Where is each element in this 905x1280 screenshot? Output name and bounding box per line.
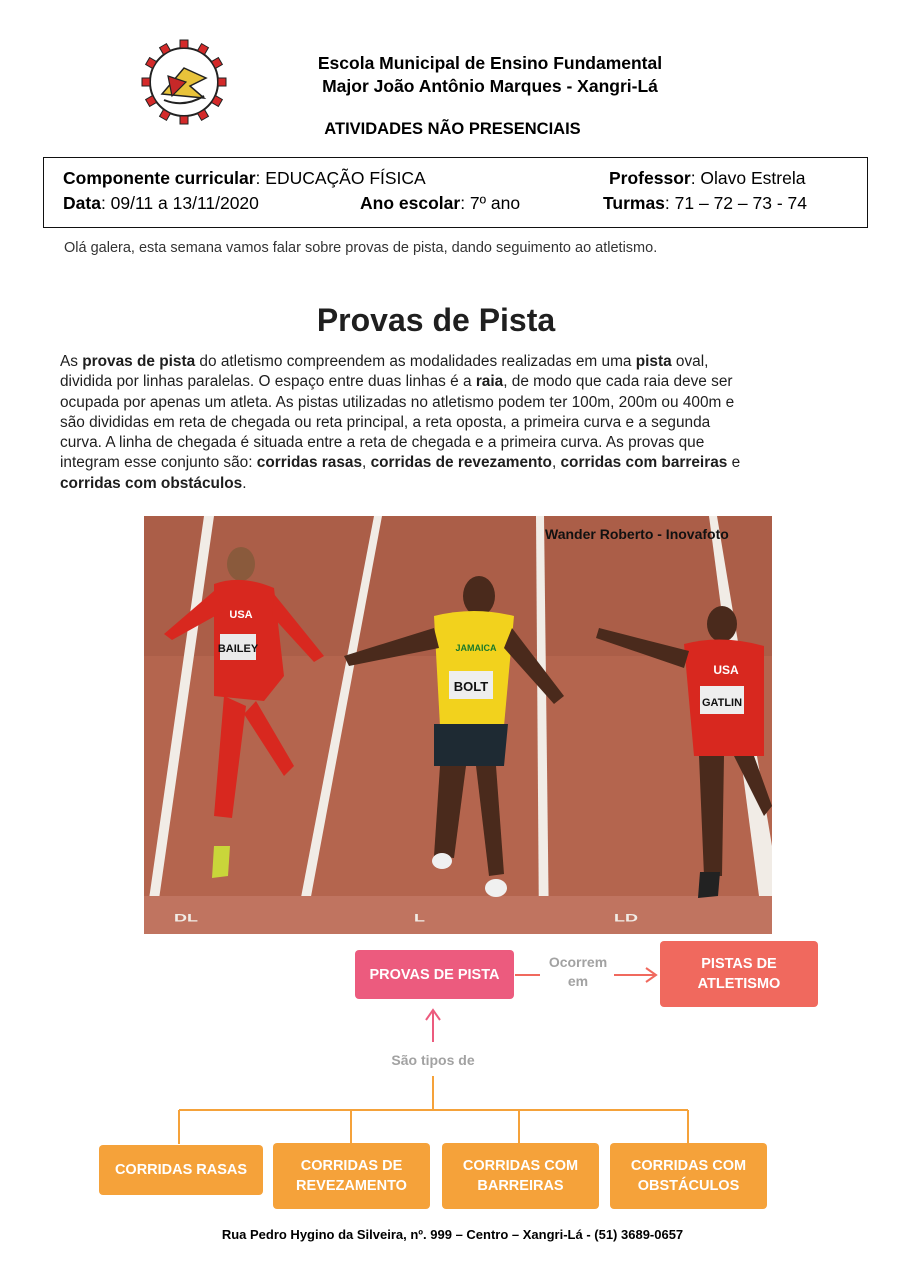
ano-value: : 7º ano [460, 193, 521, 213]
school-name-line2: Major João Antônio Marques - Xangri-Lá [322, 76, 658, 96]
course-info-box [43, 157, 868, 228]
bold-run: pista [635, 353, 672, 370]
text-run: do atletismo compreendem as modalidades realizadas em uma [195, 353, 636, 370]
turmas-value: : 71 – 72 – 73 - 74 [664, 193, 807, 213]
sprint-finish-photo [144, 516, 772, 934]
bold-run: corridas rasas [256, 454, 363, 472]
professor-field [609, 168, 805, 189]
text-run: , [551, 454, 561, 472]
node-corridas-com-obstaculos: CORRIDAS COM OBSTÁCULOS [610, 1143, 767, 1209]
text-run: As [60, 353, 83, 370]
professor-value: : Olavo Estrela [690, 168, 806, 188]
professor-label: Professor [609, 168, 691, 188]
school-name [240, 52, 740, 98]
svg-text:LD: LD [614, 912, 638, 925]
text-line: são divididas em reta de chegada ou reta principal, a reta oposta, a primeira curva e a segunda [60, 413, 711, 431]
text-run: dividida por linhas paralelas. O espaço entre duas linhas é a [60, 373, 476, 391]
article-title: Provas de Pista [316, 302, 556, 338]
turmas-label: Turmas [603, 193, 665, 213]
link-label-sao-tipos-de: São tipos de [391, 1052, 475, 1068]
school-name-line1: Escola Municipal de Ensino Fundamental [317, 53, 663, 73]
node-provas-de-pista: PROVAS DE PISTA [355, 950, 514, 999]
bold-run: provas de pista [82, 353, 196, 370]
text-run: . [242, 474, 247, 492]
bib-gatlin: GATLIN [701, 697, 743, 709]
school-logo [134, 38, 234, 126]
data-label: Data [63, 193, 101, 213]
activities-heading: ATIVIDADES NÃO PRESENCIAIS [324, 120, 581, 138]
bold-run: raia [475, 373, 504, 391]
text-run: , [362, 454, 371, 472]
bib-bailey: BAILEY [217, 643, 259, 655]
node-corridas-com-barreiras: CORRIDAS COM BARREIRAS [442, 1143, 599, 1209]
text-run: e [727, 454, 741, 472]
bold-run: corridas com barreiras [560, 454, 728, 472]
bold-run: corridas com obstáculos [60, 474, 243, 492]
componente-label: Componente curricular [63, 168, 256, 188]
svg-text:L: L [414, 912, 425, 925]
node-corridas-rasas: CORRIDAS RASAS [99, 1145, 263, 1195]
shirt-usa-right: USA [713, 663, 739, 677]
text-line: ocupada por apenas um atleta. As pistas utilizadas no atletismo podem ter 100m, 200m ou 400m e [60, 393, 735, 411]
text-run: integram esse conjunto são: [60, 454, 257, 472]
link-label-em: em [567, 973, 589, 989]
ano-label: Ano escolar [360, 193, 461, 213]
intro-text: Olá galera, esta semana vamos falar sobre provas de pista, dando seguimento ao atletismo. [64, 240, 658, 256]
data-field [63, 193, 259, 214]
svg-text:DL: DL [174, 912, 198, 925]
componente-value: : EDUCAÇÃO FÍSICA [255, 168, 426, 188]
bib-bolt: BOLT [453, 679, 489, 694]
turmas-field [603, 193, 807, 214]
node-corridas-de-revezamento: CORRIDAS DE REVEZAMENTO [273, 1143, 430, 1209]
shirt-usa-left: USA [229, 609, 253, 621]
link-label-ocorrem: Ocorrem [548, 954, 608, 970]
photo-credit: Wander Roberto - Inovafoto [545, 526, 729, 542]
text-run: , de modo que cada raia deve ser [503, 373, 733, 391]
article-paragraph [60, 352, 860, 494]
shirt-jamaica: JAMAICA [455, 643, 497, 653]
link-label-ocorrem-em [540, 953, 616, 991]
bold-run: corridas de revezamento [370, 454, 552, 472]
node-pistas-de-atletismo: PISTAS DE ATLETISMO [660, 941, 818, 1007]
text-run: oval, [671, 353, 709, 370]
ano-field [360, 193, 520, 214]
data-value: : 09/11 a 13/11/2020 [100, 193, 259, 213]
componente-field [63, 168, 426, 189]
footer-address: Rua Pedro Hygino da Silveira, nº. 999 – Centro – Xangri-Lá - (51) 3689-0657 [221, 1227, 684, 1242]
text-line: curva. A linha de chegada é situada entre a reta de chegada e a primeira curva. As provas que [60, 434, 705, 452]
